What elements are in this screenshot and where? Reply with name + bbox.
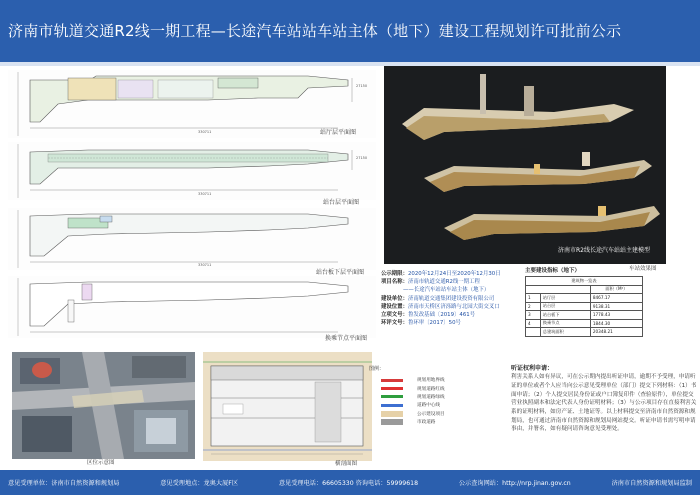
metrics-header-row bbox=[526, 285, 643, 294]
plan-label: 站台层平面图 bbox=[323, 199, 360, 206]
legend bbox=[369, 365, 499, 426]
metrics-header-blank bbox=[526, 285, 591, 294]
legend-item bbox=[369, 384, 499, 392]
legend-swatch bbox=[381, 387, 403, 390]
station-3d-model-drawing bbox=[384, 66, 666, 264]
section-drawing-graphic bbox=[203, 352, 372, 461]
footer-site[interactable]: 公示查询网站：http://nrp.jinan.gov.cn bbox=[458, 480, 571, 487]
info-env bbox=[381, 320, 521, 327]
legend-swatch bbox=[381, 379, 403, 382]
section-drawing bbox=[203, 352, 372, 461]
table-cell: 站台板下 bbox=[540, 311, 590, 320]
table-row bbox=[526, 294, 643, 303]
info-location-value: 济南市天桥区济泺路与北园大街交叉口 bbox=[407, 304, 500, 311]
table-cell bbox=[526, 328, 541, 337]
table-cell: 总建筑面积 bbox=[540, 328, 590, 337]
table-cell: 站厅层 bbox=[540, 294, 590, 303]
table-cell: 换乘节点 bbox=[540, 319, 590, 328]
plan-dim-length: 330711 bbox=[198, 263, 212, 267]
plan-label: 换乘节点平面图 bbox=[325, 335, 368, 342]
info-period bbox=[381, 271, 521, 278]
location-photo-drawing bbox=[12, 352, 195, 459]
info-location bbox=[381, 304, 521, 311]
info-period-value: 2020年12月24日至2020年12月30日 bbox=[407, 271, 501, 277]
plan-dim-width: 27150 bbox=[356, 84, 368, 88]
legend-label: 规划道路绿线 bbox=[417, 394, 445, 400]
table-row bbox=[526, 319, 643, 328]
plan-dim-length: 330711 bbox=[198, 130, 212, 134]
metrics-unit-header: 面积（M²） bbox=[590, 285, 642, 294]
page-title: 济南市轨道交通R2线一期工程—长途汽车站站车站主体（地下）建设工程规划许可批前公示 bbox=[0, 0, 700, 62]
model-caption: 济南市R2线长途汽车站站主建模型 bbox=[558, 247, 650, 254]
metrics-title: 主要建设指标（地下） bbox=[525, 268, 581, 274]
legend-swatch bbox=[381, 404, 403, 407]
info-period-label: 公示期限： bbox=[381, 271, 408, 277]
info-unit-value: 济南轨道交通集团建设投资有限公司 bbox=[407, 296, 495, 303]
hearing-notice bbox=[511, 364, 697, 434]
photo-label: 区位示意图 bbox=[87, 460, 115, 466]
legend-label: 规划用地界线 bbox=[417, 378, 445, 384]
table-cell: 1778.43 bbox=[590, 311, 642, 320]
model-label: 车站效果图 bbox=[629, 266, 657, 272]
metrics-caption-row bbox=[526, 277, 643, 286]
legend-swatch bbox=[381, 395, 403, 398]
metrics-grid bbox=[525, 276, 643, 337]
info-location-label: 建设位置： bbox=[381, 304, 408, 311]
legend-label: 市政道路 bbox=[417, 420, 436, 426]
legend-item bbox=[369, 376, 499, 384]
plan-transfer-drawing bbox=[8, 276, 376, 338]
info-project-value: 济南市轨道交通R2线一期工程 bbox=[407, 279, 480, 286]
table-cell: 4 bbox=[526, 319, 541, 328]
footer-org: 济南市自然资源和规划局监制 bbox=[611, 480, 692, 487]
plan-platform-drawing bbox=[8, 142, 376, 200]
table-cell: 1 bbox=[526, 294, 541, 303]
table-row bbox=[526, 302, 643, 311]
location-photo bbox=[12, 352, 195, 459]
plan-transfer bbox=[8, 276, 376, 338]
table-cell: 3 bbox=[526, 311, 541, 320]
table-cell: 20348.21 bbox=[590, 328, 642, 337]
legend-item bbox=[369, 410, 499, 418]
info-project-label: 项目名称： bbox=[381, 279, 408, 286]
plan-label: 站厅层平面图 bbox=[320, 129, 357, 136]
plan-dim-length: 330711 bbox=[198, 192, 212, 196]
table-cell: 1844.30 bbox=[590, 319, 642, 328]
section-label: 横剖面图 bbox=[335, 461, 358, 467]
table-row bbox=[526, 328, 643, 337]
table-row bbox=[526, 311, 643, 320]
plan-label: 站台板下层平面图 bbox=[316, 269, 365, 276]
table-cell: 9138.31 bbox=[590, 302, 642, 311]
legend-title: 图例： bbox=[369, 366, 385, 372]
legend-item bbox=[369, 418, 499, 426]
legend-item bbox=[369, 401, 499, 409]
footer-phone: 意见受理电话：66605330 咨询电话：59999618 bbox=[278, 480, 419, 487]
info-approval bbox=[381, 312, 521, 319]
plan-under-platform-drawing bbox=[8, 208, 376, 270]
legend-label: 规划道路红线 bbox=[417, 386, 445, 392]
footer-bar bbox=[0, 470, 700, 495]
legend-item bbox=[369, 393, 499, 401]
footer-place: 意见受理地点：龙奥大厦F区 bbox=[160, 480, 239, 487]
legend-swatch bbox=[381, 411, 403, 417]
info-approval-label: 立项文号： bbox=[381, 312, 408, 319]
notice-title: 听证权利申请： bbox=[511, 365, 554, 372]
metrics-caption: 建筑物一览表 bbox=[526, 277, 643, 286]
table-cell: 2 bbox=[526, 302, 541, 311]
legend-label: 道路中心线 bbox=[417, 403, 440, 409]
project-info bbox=[381, 271, 521, 329]
info-project bbox=[381, 279, 521, 286]
legend-label: 公示建设项目 bbox=[417, 411, 445, 417]
table-cell: 站台层 bbox=[540, 302, 590, 311]
legend-swatch bbox=[381, 419, 403, 425]
table-cell: 8467.17 bbox=[590, 294, 642, 303]
info-unit-label: 建设单位： bbox=[381, 296, 408, 303]
plan-platform bbox=[8, 142, 376, 200]
info-approval-value: 鲁发改基础〔2019〕461号 bbox=[407, 312, 476, 319]
info-project-sub: ——长途汽车站站车站主体（地下） bbox=[403, 287, 490, 294]
plan-under-platform bbox=[8, 208, 376, 270]
notice-body: 利害关系人如有异议，可在公示期内提出听证申请，逾期不予受理，申请听证的单位或者个人应当向公示意见受理单位（部门）提交下列材料：（1）书面申请；（2）个人提交居民身份证或户口簿复印件（查验原件），单位提交营业执照副本和法定代表人身份证明材料；（3）与公示项目存在直接利害关系的证明材料，如房产证、土地证等。以上材料提交至济南市自然资源和规划局，也可通过济南市自然资源和规划局网站提交。听证申请书需写明申请事由，并署名，如有疑问请咨询意见受理处。 bbox=[511, 374, 697, 433]
info-env-label: 环评文号： bbox=[381, 320, 408, 327]
metrics-table bbox=[525, 266, 655, 337]
footer-unit: 意见受理单位：济南市自然资源和规划局 bbox=[8, 480, 120, 487]
info-unit bbox=[381, 296, 521, 303]
plan-dim-width: 27150 bbox=[356, 156, 368, 160]
station-3d-model bbox=[384, 66, 666, 264]
info-env-value: 鲁环审〔2017〕50号 bbox=[407, 320, 461, 327]
